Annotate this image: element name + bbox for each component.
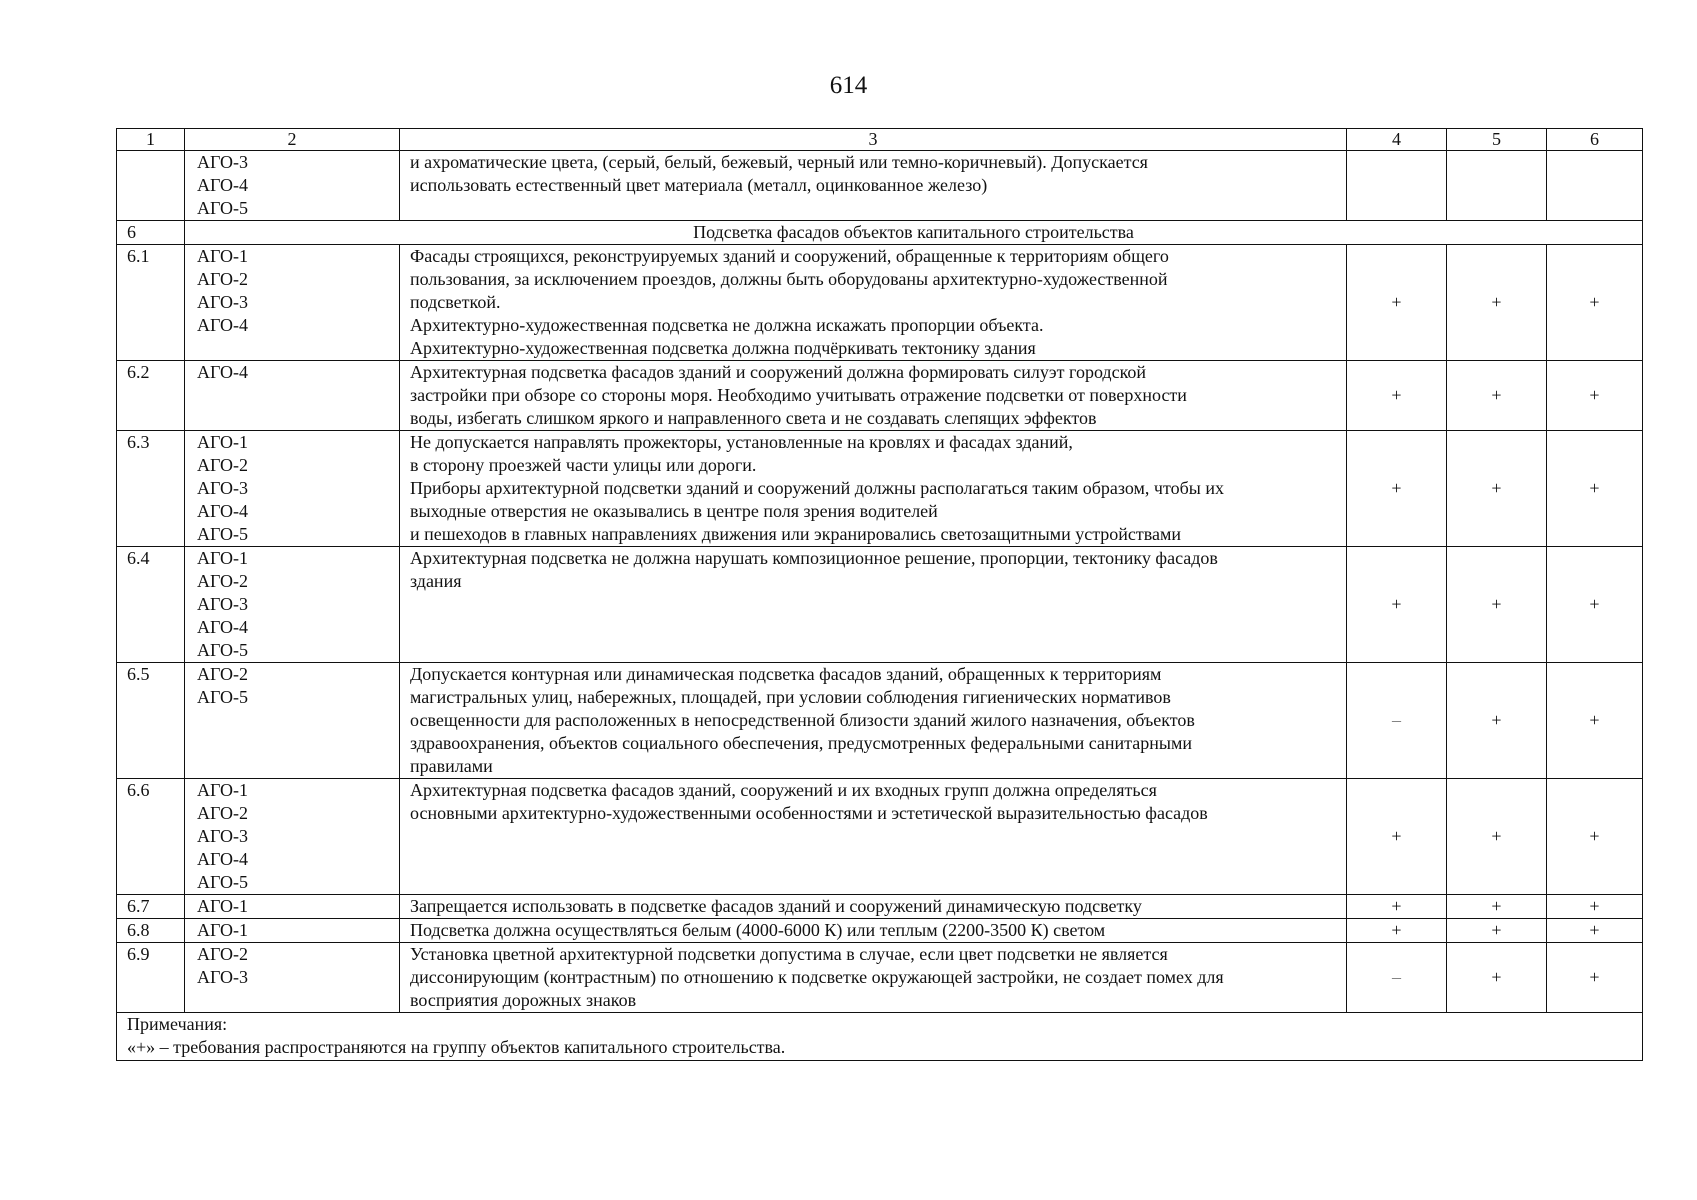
requirement-text-cell: Установка цветной архитектурной подсветки допустима в случае, если цвет подсветки не является диссонирующим (контрастным) по отношению к подсветке окружающей застройки, не создает помех для восприятия дорожных знаков [400,943,1347,1013]
section-number-cell: 6 [117,221,185,245]
requirement-text-cell: и ахроматические цвета, (серый, белый, бежевый, черный или темно-коричневый). Допускается использовать естественный цвет материала (металл, оцинкованное железо) [400,151,1347,221]
applicability-cell: + [1547,943,1643,1013]
applicability-cell: + [1447,779,1547,895]
applicability-cell [1547,151,1643,221]
table-row [117,895,1643,919]
applicability-cell: + [1547,245,1643,361]
applicability-cell: + [1447,245,1547,361]
requirement-text-cell: Фасады строящихся, реконструируемых зданий и сооружений, обращенные к территориям общего пользования, за исключением проездов, должны быть оборудованы архитектурно-художественной подсветкой. Архитектурно-художественная подсветка не должна искажать пропорции объекта. Архитектурно-художественная подсветка должна подчёркивать тектонику здания [400,245,1347,361]
continuation-row [117,151,1643,221]
object-groups-cell: АГО-1 АГО-2 АГО-3 АГО-4 АГО-5 [185,547,400,663]
applicability-cell: + [1447,895,1547,919]
table-row [117,919,1643,943]
applicability-cell: + [1347,779,1447,895]
applicability-cell [1447,151,1547,221]
table-row [117,245,1643,361]
applicability-cell: + [1347,547,1447,663]
applicability-cell: + [1447,361,1547,431]
applicability-cell: + [1547,361,1643,431]
section-title: Подсветка фасадов объектов капитального строительства [185,221,1643,245]
requirement-text-cell: Подсветка должна осуществляться белым (4000-6000 К) или теплым (2200-3500 К) светом [400,919,1347,943]
object-groups-cell: АГО-1 [185,895,400,919]
header-cell: 2 [185,129,400,151]
requirement-text-cell: Не допускается направлять прожекторы, установленные на кровлях и фасадах зданий, в сторону проезжей части улицы или дороги. Приборы архитектурной подсветки зданий и сооружений должны располагаться таким образом, чтобы их выходные отверстия не оказывались в центре поля зрения водителей и пешеходов в главных направлениях движения или экранировались светозащитными устройствами [400,431,1347,547]
object-groups-cell: АГО-1 [185,919,400,943]
object-groups-cell: АГО-1 АГО-2 АГО-3 АГО-4 АГО-5 [185,431,400,547]
row-number-cell: 6.2 [117,361,185,431]
header-cell: 1 [117,129,185,151]
notes-cell [117,1013,1643,1061]
table-row [117,431,1643,547]
object-groups-cell: АГО-4 [185,361,400,431]
row-number-cell: 6.7 [117,895,185,919]
header-cell: 4 [1347,129,1447,151]
applicability-cell: + [1547,919,1643,943]
applicability-cell: + [1347,919,1447,943]
table-row [117,779,1643,895]
notes-text: «+» – требования распространяются на группу объектов капитального строительства. [127,1037,786,1057]
row-number-cell: 6.1 [117,245,185,361]
applicability-cell: + [1347,361,1447,431]
notes-row [117,1013,1643,1061]
object-groups-cell: АГО-1 АГО-2 АГО-3 АГО-4 АГО-5 [185,779,400,895]
requirements-table [116,128,1643,1061]
object-groups-cell: АГО-3 АГО-4 АГО-5 [185,151,400,221]
requirement-text-cell: Архитектурная подсветка фасадов зданий, сооружений и их входных групп должна определяться основными архитектурно-художественными особенностями и эстетической выразительностью фасадов [400,779,1347,895]
applicability-cell: + [1547,431,1643,547]
section-row [117,221,1643,245]
applicability-cell: + [1547,895,1643,919]
requirement-text-cell: Архитектурная подсветка фасадов зданий и сооружений должна формировать силуэт городской застройки при обзоре со стороны моря. Необходимо учитывать отражение подсветки от поверхности воды, избегать слишком яркого и направленного света и не создавать слепящих эффектов [400,361,1347,431]
table-row [117,663,1643,779]
table-row [117,547,1643,663]
column-number-header-row [117,129,1643,151]
row-number-cell: 6.6 [117,779,185,895]
applicability-cell: + [1347,245,1447,361]
row-number-cell: 6.9 [117,943,185,1013]
applicability-cell: + [1447,431,1547,547]
applicability-cell: + [1347,431,1447,547]
page-number: 614 [829,72,868,99]
applicability-cell: – [1347,663,1447,779]
applicability-cell: + [1547,779,1643,895]
row-number-cell: 6.8 [117,919,185,943]
object-groups-cell: АГО-1 АГО-2 АГО-3 АГО-4 [185,245,400,361]
header-cell: 6 [1547,129,1643,151]
applicability-cell: + [1447,919,1547,943]
row-number-cell [117,151,185,221]
header-cell: 3 [400,129,1347,151]
applicability-cell: + [1547,663,1643,779]
object-groups-cell: АГО-2 АГО-5 [185,663,400,779]
applicability-cell: – [1347,943,1447,1013]
applicability-cell: + [1447,547,1547,663]
header-cell: 5 [1447,129,1547,151]
object-groups-cell: АГО-2 АГО-3 [185,943,400,1013]
row-number-cell: 6.4 [117,547,185,663]
applicability-cell: + [1447,663,1547,779]
applicability-cell [1347,151,1447,221]
row-number-cell: 6.3 [117,431,185,547]
row-number-cell: 6.5 [117,663,185,779]
applicability-cell: + [1447,943,1547,1013]
applicability-cell: + [1347,895,1447,919]
notes-title: Примечания: [127,1014,228,1034]
table-row [117,943,1643,1013]
applicability-cell: + [1547,547,1643,663]
requirement-text-cell: Допускается контурная или динамическая подсветка фасадов зданий, обращенных к территориям магистральных улиц, набережных, площадей, при условии соблюдения гигиенических нормативов освещенности для расположенных в непосредственной близости зданий жилого назначения, объектов здравоохранения, объектов социального обеспечения, предусмотренных федеральными санитарными правилами [400,663,1347,779]
table-row [117,361,1643,431]
requirement-text-cell: Запрещается использовать в подсветке фасадов зданий и сооружений динамическую подсветку [400,895,1347,919]
requirement-text-cell: Архитектурная подсветка не должна нарушать композиционное решение, пропорции, тектонику фасадов здания [400,547,1347,663]
